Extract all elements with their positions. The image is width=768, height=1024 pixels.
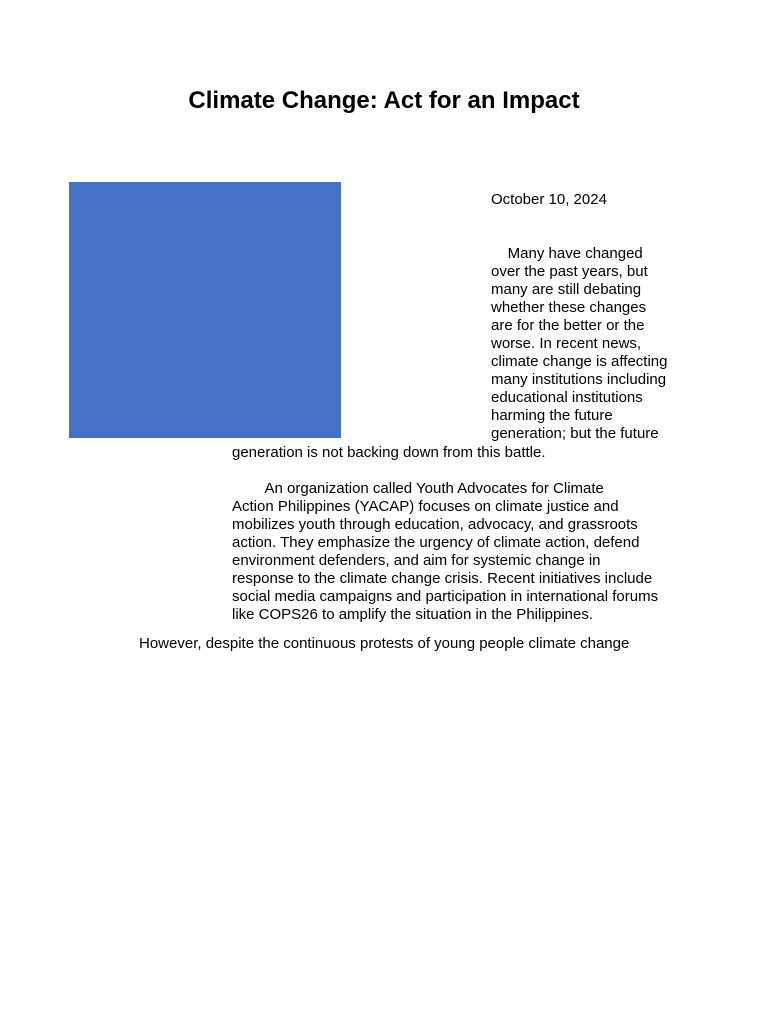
paragraph-2-line: environment defenders, and aim for systemic change in [232,552,601,569]
paragraph-1-line: climate change is affecting [491,353,668,370]
paragraph-1-line: whether these changes [491,299,647,316]
paragraph-1-line: harming the future [491,407,613,424]
paragraph-2-line: An organization called Youth Advocates for Climate [232,480,604,497]
paragraph-1-line: many institutions including [491,371,667,388]
paragraph-3-line: However, despite the continuous protests of young people climate change [139,635,630,652]
paragraph-1-line: are for the better or the [491,317,645,334]
paragraph-1-wrapped [491,245,668,443]
paragraph-1-line: Many have changed [491,245,643,262]
image-placeholder [69,182,341,438]
paragraph-2-line: Action Philippines (YACAP) focuses on climate justice and [232,498,619,515]
document-title: Climate Change: Act for an Impact [188,87,580,114]
paragraph-2-line: like COPS26 to amplify the situation in the Philippines. [232,606,594,623]
paragraph-1-tail [232,444,546,462]
paragraph-2-line: mobilizes youth through education, advocacy, and grassroots [232,516,638,533]
paragraph-2 [232,480,658,624]
paragraph-1-line: educational institutions [491,389,643,406]
paragraph-3 [139,635,629,653]
article-date: October 10, 2024 [491,191,607,208]
paragraph-2-line: social media campaigns and participation in international forums [232,588,659,605]
paragraph-2-line: response to the climate change crisis. Recent initiatives include [232,570,653,587]
paragraph-1-line: generation; but the future [491,425,659,442]
paragraph-1-line: many are still debating [491,281,642,298]
paragraph-1-line: worse. In recent news, [491,335,642,352]
paragraph-2-line: action. They emphasize the urgency of climate action, defend [232,534,640,551]
paragraph-1-line: generation is not backing down from this battle. [232,444,546,461]
paragraph-1-line: over the past years, but [491,263,648,280]
